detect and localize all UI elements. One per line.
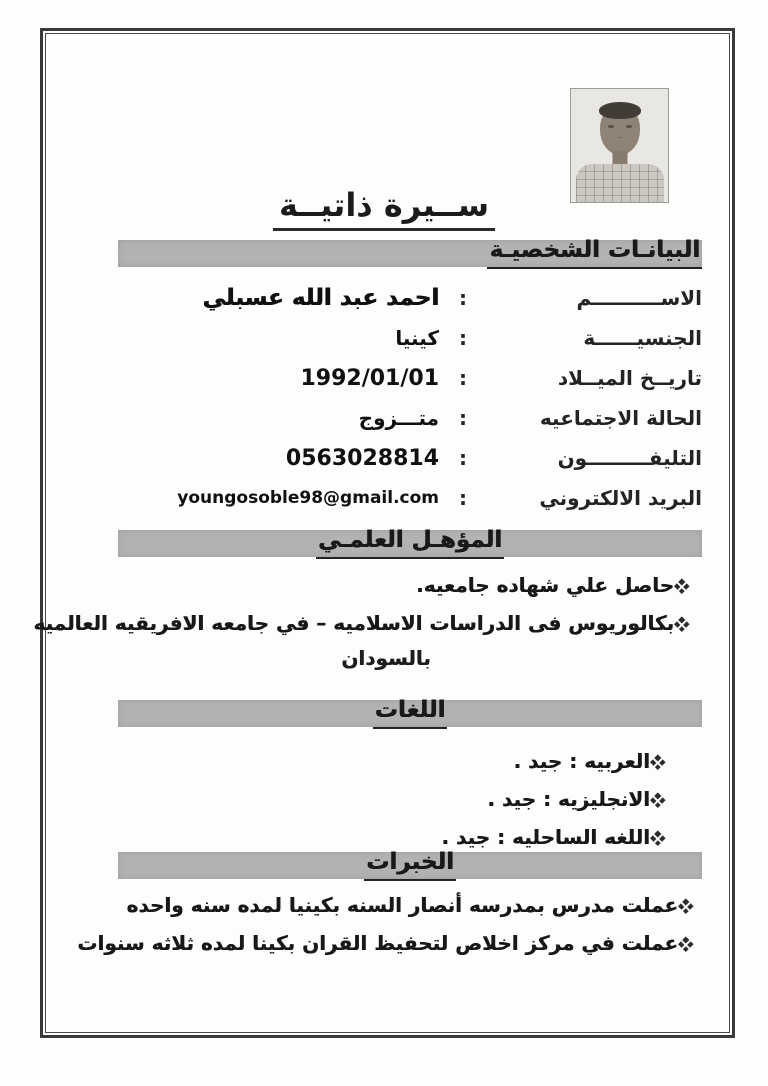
diamond-bullet-icon <box>650 792 666 808</box>
field-value-email: youngosoble98@gmail.com <box>177 488 439 508</box>
field-label-email: البريد الالكتروني <box>539 486 702 510</box>
field-label-phone: التليفـــــــــون <box>557 446 702 470</box>
field-row-nationality <box>118 318 702 358</box>
diamond-bullet-icon <box>674 578 690 594</box>
qualification-item-2-continuation: بالسودان <box>341 646 431 670</box>
qualification-list <box>33 566 702 670</box>
section-bar-experience <box>118 849 702 879</box>
field-value-name: احمد عبد الله عسبلي <box>202 285 439 311</box>
list-item <box>70 886 702 924</box>
field-value-birthdate: 1992/01/01 <box>300 365 439 391</box>
field-separator: : <box>459 366 467 390</box>
personal-fields <box>118 278 702 518</box>
field-separator: : <box>459 406 467 430</box>
experience-list <box>70 886 702 962</box>
section-header-qualification: المؤهـل العلمـي <box>316 525 504 559</box>
diamond-bullet-icon <box>678 898 694 914</box>
field-value-nationality: كينيا <box>395 326 439 350</box>
diamond-bullet-icon <box>678 936 694 952</box>
field-row-email <box>118 478 702 518</box>
section-bar-languages <box>118 697 702 727</box>
field-row-birthdate <box>118 358 702 398</box>
section-header-experience: الخبرات <box>364 847 456 881</box>
language-item-arabic: العربيه : جيد . <box>513 749 650 773</box>
field-value-marital-status: متـــزوج <box>358 406 439 430</box>
field-row-marital-status <box>118 398 702 438</box>
section-bar-personal <box>118 237 702 267</box>
section-header-languages: اللغات <box>373 695 448 729</box>
list-item <box>70 780 702 818</box>
language-item-english: الانجليزيه : جيد . <box>487 787 650 811</box>
field-separator: : <box>459 326 467 350</box>
diamond-bullet-icon <box>674 616 690 632</box>
list-item <box>33 604 702 642</box>
list-item <box>70 566 702 604</box>
field-label-nationality: الجنسيــــــة <box>583 326 702 350</box>
section-header-personal: البيانـات الشخصيـة <box>487 235 702 269</box>
field-label-name: الاســــــــــم <box>576 286 702 310</box>
field-separator: : <box>459 286 467 310</box>
diamond-bullet-icon <box>650 830 666 846</box>
field-separator: : <box>459 486 467 510</box>
language-item-swahili: اللغه الساحليه : جيد . <box>441 825 650 849</box>
experience-item-2: عملت في مركز اخلاص لتحفيظ القران بكينا لمده ثلاثه سنوات <box>77 931 678 955</box>
list-item <box>70 742 702 780</box>
field-label-birthdate: تاريــخ الميــلاد <box>557 366 702 390</box>
field-label-marital-status: الحالة الاجتماعيه <box>539 406 702 430</box>
photo-head <box>600 105 640 155</box>
qualification-item-2: بكالوريوس فى الدراسات الاسلاميه – في جامعه الافريقيه العالميه <box>33 611 674 635</box>
qualification-item-1: حاصل علي شهاده جامعيه. <box>416 573 674 597</box>
field-row-name <box>118 278 702 318</box>
document-title <box>0 186 768 231</box>
diamond-bullet-icon <box>650 754 666 770</box>
section-bar-qualification <box>118 527 702 557</box>
languages-list <box>70 742 702 856</box>
field-separator: : <box>459 446 467 470</box>
list-item <box>70 924 702 962</box>
field-row-phone <box>118 438 702 478</box>
field-value-phone: 0563028814 <box>285 445 439 471</box>
document-title-text: ســيرة ذاتيــة <box>273 186 495 231</box>
experience-item-1: عملت مدرس بمدرسه أنصار السنه بكينيا لمده سنه واحده <box>126 893 678 917</box>
